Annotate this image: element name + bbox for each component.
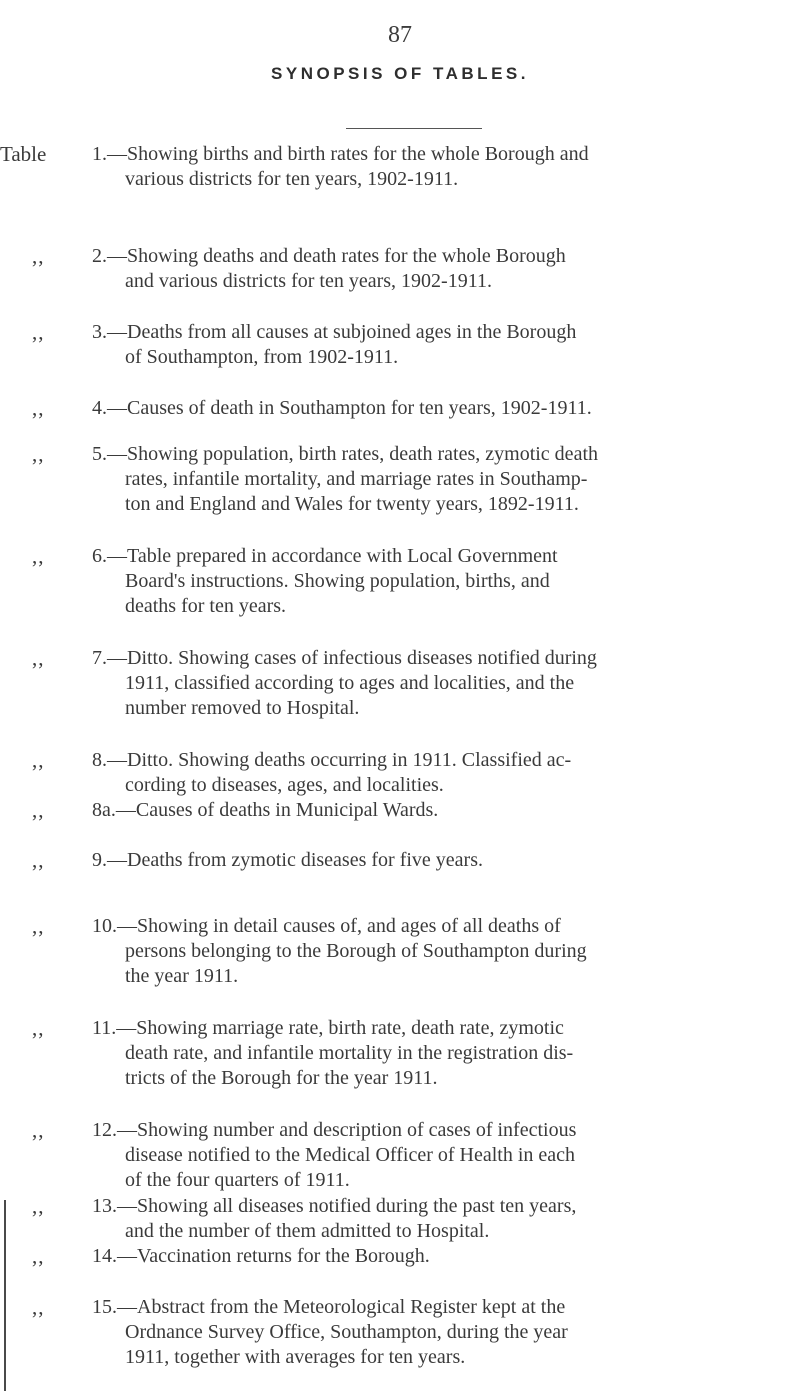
- description-line: disease notified to the Medical Officer of Health in each: [125, 1144, 576, 1166]
- description-line: 3.—Deaths from all causes at subjoined ages in the Borough: [92, 321, 577, 343]
- description-line: 4.—Causes of death in Southampton for ten years, 1902-1911.: [92, 397, 592, 419]
- ditto-mark: ,,: [32, 848, 45, 872]
- table-description: [92, 442, 786, 517]
- description-line: 1.—Showing births and birth rates for the whole Borough and: [92, 143, 589, 165]
- description-line: 8a.—Causes of deaths in Municipal Wards.: [92, 799, 439, 821]
- table-number: 13.: [92, 1195, 117, 1217]
- ditto-mark: ,,: [32, 798, 45, 822]
- description-line: rates, infantile mortality, and marriage rates in Southamp-: [125, 468, 588, 490]
- description-line: various districts for ten years, 1902-1911.: [125, 168, 459, 190]
- ditto-mark: ,,: [32, 914, 45, 938]
- ditto-mark: ,,: [32, 544, 45, 568]
- table-description: [92, 320, 786, 370]
- description-line: 10.—Showing in detail causes of, and ages of all deaths of: [92, 915, 561, 937]
- table-number: 10.: [92, 915, 117, 937]
- description-line: ton and England and Wales for twenty years, 1892-1911.: [125, 493, 579, 515]
- table-description: [92, 1295, 786, 1370]
- description-line: of Southampton, from 1902-1911.: [125, 346, 399, 368]
- page-title: SYNOPSIS OF TABLES.: [271, 64, 529, 83]
- table-number: 6.: [92, 545, 107, 567]
- description-line: number removed to Hospital.: [125, 697, 360, 719]
- table-description: [92, 798, 786, 823]
- table-number: 3.: [92, 321, 107, 343]
- table-description: [92, 1194, 786, 1244]
- description-line: death rate, and infantile mortality in the registration dis-: [125, 1042, 574, 1064]
- description-line: persons belonging to the Borough of Southampton during: [125, 940, 587, 962]
- description-line: 1911, together with averages for ten years.: [125, 1346, 466, 1368]
- table-description: [92, 748, 786, 798]
- ditto-mark: ,,: [32, 646, 45, 670]
- table-description: [92, 1118, 786, 1193]
- table-number: 1.: [92, 143, 107, 165]
- table-label: Table: [0, 142, 47, 166]
- description-line: 6.—Table prepared in accordance with Local Government: [92, 545, 558, 567]
- table-number: 11.: [92, 1017, 117, 1039]
- description-line: 13.—Showing all diseases notified during the past ten years,: [92, 1195, 577, 1217]
- table-description: [92, 142, 786, 192]
- description-line: Board's instructions. Showing population, births, and: [125, 570, 550, 592]
- table-description: [92, 244, 786, 294]
- ditto-mark: ,,: [32, 1194, 45, 1218]
- description-line: tricts of the Borough for the year 1911.: [125, 1067, 438, 1089]
- title-rule: [346, 128, 482, 129]
- table-number: 14.: [92, 1245, 117, 1267]
- description-line: deaths for ten years.: [125, 595, 287, 617]
- description-line: 11.—Showing marriage rate, birth rate, death rate, zymotic: [92, 1017, 564, 1039]
- ditto-mark: ,,: [32, 1016, 45, 1040]
- description-line: the year 1911.: [125, 965, 239, 987]
- table-number: 7.: [92, 647, 107, 669]
- description-line: 1911, classified according to ages and localities, and the: [125, 672, 575, 694]
- description-line: Ordnance Survey Office, Southampton, during the year: [125, 1321, 568, 1343]
- table-description: [92, 848, 786, 873]
- description-line: 12.—Showing number and description of cases of infectious: [92, 1119, 577, 1141]
- table-number: 5.: [92, 443, 107, 465]
- ditto-mark: ,,: [32, 244, 45, 268]
- table-description: [92, 914, 786, 989]
- table-description: [92, 646, 786, 721]
- table-number: 9.: [92, 849, 107, 871]
- ditto-mark: ,,: [32, 320, 45, 344]
- ditto-mark: ,,: [32, 442, 45, 466]
- margin-line: [4, 1200, 6, 1391]
- description-line: 14.—Vaccination returns for the Borough.: [92, 1245, 430, 1267]
- description-line: and various districts for ten years, 1902-1911.: [125, 270, 492, 292]
- table-number: 2.: [92, 245, 107, 267]
- description-line: 2.—Showing deaths and death rates for the whole Borough: [92, 245, 566, 267]
- table-number: 8a.: [92, 799, 116, 821]
- ditto-mark: ,,: [32, 396, 45, 420]
- description-line: 15.—Abstract from the Meteorological Register kept at the: [92, 1296, 566, 1318]
- table-description: [92, 396, 786, 421]
- description-line: 7.—Ditto. Showing cases of infectious diseases notified during: [92, 647, 597, 669]
- table-number: 12.: [92, 1119, 117, 1141]
- table-description: [92, 1244, 786, 1269]
- ditto-mark: ,,: [32, 1118, 45, 1142]
- table-number: 4.: [92, 397, 107, 419]
- table-description: [92, 544, 786, 619]
- table-number: 15.: [92, 1296, 117, 1318]
- ditto-mark: ,,: [32, 1244, 45, 1268]
- table-description: [92, 1016, 786, 1091]
- ditto-mark: ,,: [32, 748, 45, 772]
- page-number: 87: [388, 22, 412, 48]
- table-number: 8.: [92, 749, 107, 771]
- description-line: 5.—Showing population, birth rates, death rates, zymotic death: [92, 443, 598, 465]
- description-line: 8.—Ditto. Showing deaths occurring in 1911. Classified ac-: [92, 749, 572, 771]
- ditto-mark: ,,: [32, 1295, 45, 1319]
- description-line: cording to diseases, ages, and localities.: [125, 774, 444, 796]
- description-line: of the four quarters of 1911.: [125, 1169, 350, 1191]
- description-line: 9.—Deaths from zymotic diseases for five years.: [92, 849, 483, 871]
- description-line: and the number of them admitted to Hospital.: [125, 1220, 490, 1242]
